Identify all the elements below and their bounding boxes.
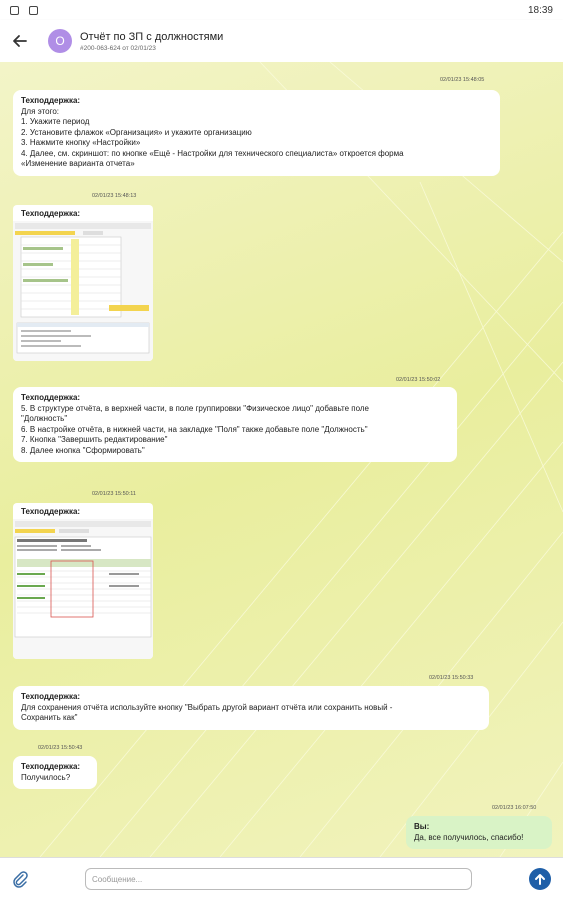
send-arrow-icon bbox=[533, 872, 547, 886]
message-bubble[interactable] bbox=[13, 686, 489, 730]
message-timestamp: 02/01/23 15:50:33 bbox=[429, 675, 474, 681]
message-bubble[interactable] bbox=[13, 90, 500, 176]
message-line: 7. Кнопка "Завершить редактирование" bbox=[21, 435, 168, 444]
message-bubble[interactable] bbox=[13, 387, 457, 462]
message-bubble[interactable] bbox=[13, 756, 97, 789]
screenshot-attachment[interactable] bbox=[13, 205, 153, 361]
chat-area[interactable] bbox=[0, 62, 563, 857]
message-sender: Техподдержка: bbox=[21, 209, 81, 218]
chat-header bbox=[0, 20, 563, 62]
page-subtitle: #200-063-624 от 02/01/23 bbox=[80, 44, 156, 52]
message-timestamp: 02/01/23 15:50:02 bbox=[396, 377, 441, 383]
message-sender: Техподдержка: bbox=[21, 393, 81, 402]
message-timestamp: 02/01/23 15:50:11 bbox=[92, 491, 136, 497]
avatar: О bbox=[48, 29, 72, 53]
message-sender: Техподдержка: bbox=[21, 692, 81, 701]
arrow-back-icon bbox=[12, 33, 28, 49]
status-time: 18:39 bbox=[527, 4, 553, 16]
message-timestamp: 02/01/23 16:07:50 bbox=[492, 805, 537, 811]
message-input[interactable] bbox=[85, 868, 472, 890]
message-sender: Техподдержка: bbox=[21, 507, 81, 516]
status-icons bbox=[10, 6, 38, 15]
message-timestamp: 02/01/23 15:48:13 bbox=[92, 193, 137, 199]
notification-icon bbox=[10, 6, 19, 15]
attach-button[interactable] bbox=[0, 858, 40, 900]
message-sender: Техподдержка: bbox=[21, 96, 81, 105]
message-line: 3. Нажмите кнопку «Настройки» bbox=[21, 138, 141, 147]
message-sender: Техподдержка: bbox=[21, 762, 81, 771]
message-line: Для сохранения отчёта используйте кнопку "Выбрать другой вариант отчёта или сохранить новый - bbox=[21, 702, 393, 712]
message-line: Да, все получилось, спасибо! bbox=[414, 832, 524, 842]
status-bar bbox=[0, 0, 563, 20]
back-button[interactable] bbox=[0, 20, 40, 62]
message-input-bar bbox=[0, 857, 563, 900]
message-timestamp: 02/01/23 15:50:43 bbox=[38, 745, 83, 751]
page-title: Отчёт по ЗП с должностями bbox=[80, 30, 224, 43]
message-line: 4. Далее, см. скриншот: по кнопке «Ещё - Настройки для технического специалиста» откроется форма bbox=[21, 148, 404, 158]
message-timestamp: 02/01/23 15:48:05 bbox=[440, 77, 485, 83]
screenshot-image bbox=[13, 205, 153, 361]
header-text bbox=[80, 31, 223, 52]
message-line: 8. Далее кнопка "Сформировать" bbox=[21, 445, 145, 455]
my-message-bubble[interactable] bbox=[406, 816, 552, 849]
screenshot-image bbox=[13, 503, 153, 659]
message-line: Для этого: bbox=[21, 106, 59, 116]
send-button[interactable] bbox=[529, 868, 551, 890]
message-line: 5. В структуре отчёта, в верхней части, в поле группировки "Физическое лицо" добавьте поле bbox=[21, 403, 369, 413]
app-icon bbox=[29, 6, 38, 15]
message-sender: Вы: bbox=[414, 822, 430, 831]
message-line: 6. В настройке отчёта, в нижней части, на закладке "Поля" также добавьте поле "Должность" bbox=[21, 424, 368, 434]
message-line: 1. Укажите период bbox=[21, 117, 90, 126]
message-line: Сохранить как" bbox=[21, 713, 78, 722]
message-line: "Должность" bbox=[21, 414, 68, 423]
paperclip-icon bbox=[11, 870, 29, 888]
message-line: Получилось? bbox=[21, 772, 71, 782]
message-line: 2. Установите флажок «Организация» и укажите организацию bbox=[21, 127, 252, 137]
screenshot-attachment[interactable] bbox=[13, 503, 153, 659]
message-line: «Изменение варианта отчета» bbox=[21, 159, 135, 168]
